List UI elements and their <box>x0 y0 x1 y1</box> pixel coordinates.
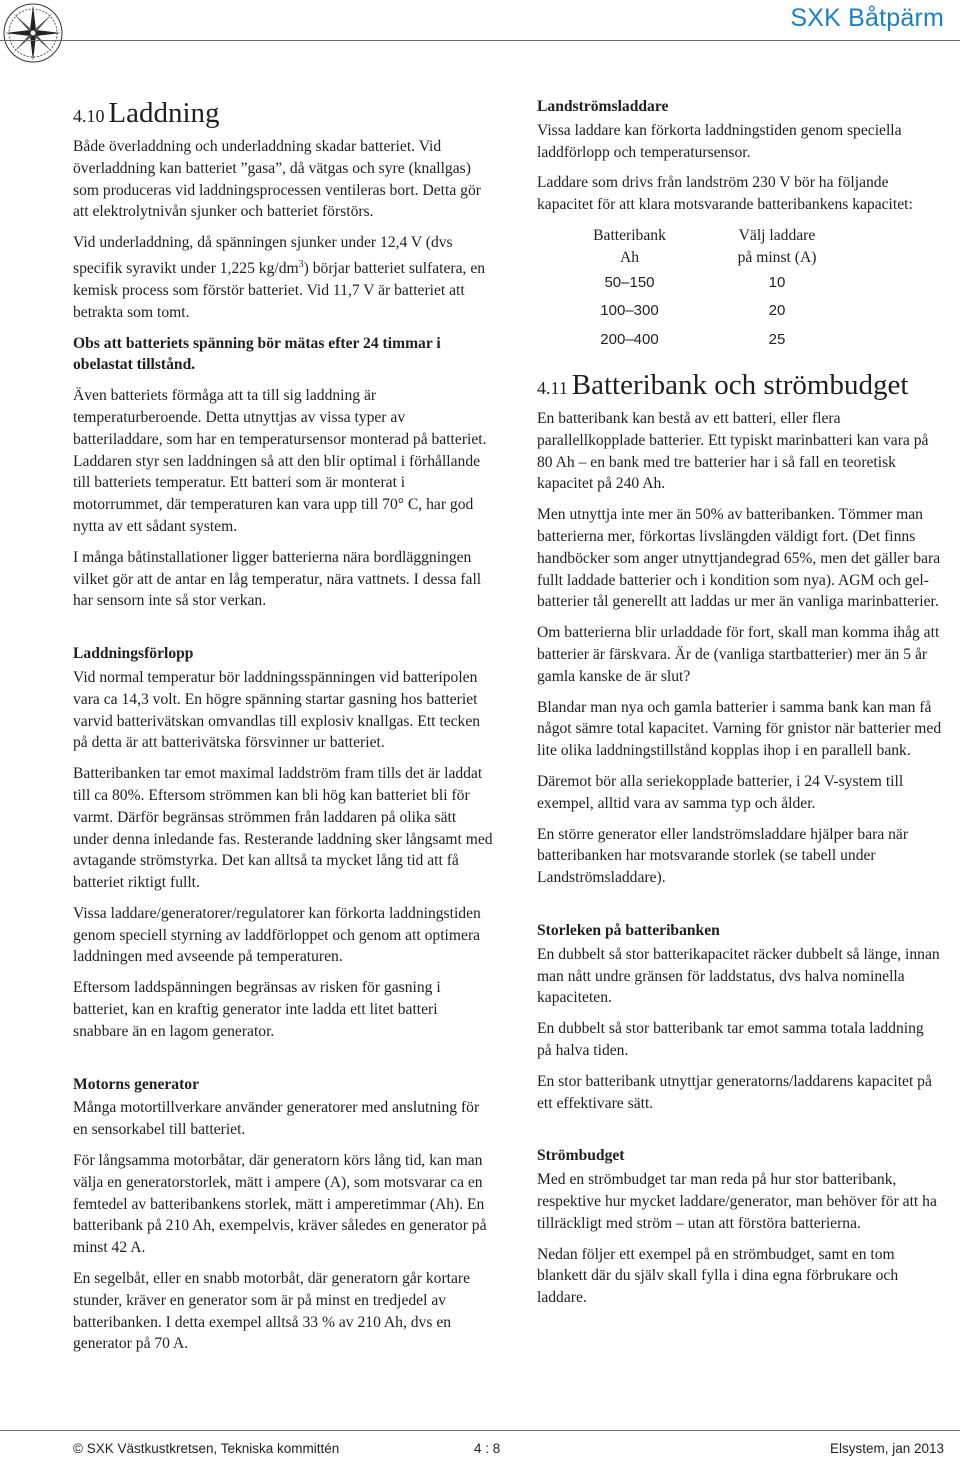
table-row <box>537 269 832 298</box>
paragraph: En dubbelt så stor batterikapacitet räcker dubbelt så länge, innan man nått undre gränsen för laddstatus, dvs halva nominella kapaciteten. <box>537 945 940 1007</box>
table-cell-charger: 10 <box>768 273 786 291</box>
footer-copyright: © SXK Västkustkretsen, Tekniska kommittén <box>73 1441 340 1456</box>
paragraph: Laddare som drivs från landström 230 V bör ha följande kapacitet för att klara motsvarande batteribankens kapacitet: <box>537 174 913 214</box>
paragraph: Nedan följer ett exempel på en strömbudget, samt en tom blankett där du själv skall fylla i dina egna förbrukare och laddare. <box>537 1245 899 1307</box>
subheading-laddningsforlopp: Laddningsförlopp <box>73 645 194 663</box>
paragraph: För långsamma motorbåtar, där generatorn körs lång tid, kan man välja en generatorstorlek, mätt i ampere (A), som motsvarar ca en femtedel av batteribankens storlek, mätt i amperetimmar (Ah). En batteribank på 210 Ah, exempelvis, kräver således en generator på minst 42 A. <box>73 1152 487 1257</box>
section-number: 4.11 <box>537 378 568 399</box>
paragraph: Vissa laddare/generatorer/regulatorer kan förkorta laddningstiden genom speciell styrning av laddförloppet och genom att optimera laddningen med avseende på temperaturen. <box>73 904 481 966</box>
paragraph: Med en strömbudget tar man reda på hur stor batteribank, respektive hur mycket laddare/generator, man behöver för att ha tillräckligt med ström – utan att förstöra batterierna. <box>537 1171 937 1232</box>
paragraph: Batteribanken tar emot maximal laddström fram tills det är laddat till ca 80%. Eftersom strömmen kan bli hög kan batteriet bli för varmt. Därför begränsas strömmen från laddaren på olika sätt under denna inledande fas. Resterande laddning sker långsamt med avtagande strömstyrka. Det kan alltså ta mycket lång tid att få batteriet riktigt fullt. <box>73 765 493 892</box>
table-cell-bank: 100–300 <box>600 302 659 320</box>
right-column <box>537 96 942 1318</box>
paragraph: En större generator eller landströmsladdare hjälper bara när batteribanken har motsvarande storlek (se tabell under Landströmsladdare). <box>537 825 909 887</box>
paragraph: Vid normal temperatur bör laddningsspänningen vid batteripolen vara ca 14,3 volt. En högre spänning startar gasning hos batteriet varvid batterivätskan omvandlas till explosiv knallgas. Ett tecken på detta är att batterivätska försvinner ur batteriet. <box>73 668 481 752</box>
underladdning-paragraph: Vid underladdning, då spänningen sjunker under 12,4 V (dvs specifik syravikt under 1,225 $kg/dm^3$) börjar batteriet sulfatera, en kemisk process som förstör batteriet. Vid 11,7 V är batteriet att betrakta som tomt. <box>73 234 486 321</box>
footer-page-number: 4 : 8 <box>474 1441 501 1456</box>
compass-rose-icon <box>2 2 64 64</box>
header-title: SXK Båtpärm <box>790 4 944 32</box>
paragraph: Blandar man nya och gamla batterier i samma bank kan man få något sämre total kapacitet. Varning för gnistor när batterier med lite olika laddningstillstånd kopplas ihop i en parallell bank. <box>537 698 942 760</box>
section-number: 4.10 <box>73 106 105 126</box>
table-row <box>537 326 832 355</box>
subheading-motorns-generator: Motorns generator <box>73 1075 200 1093</box>
paragraph: En batteribank kan bestå av ett batteri, eller flera parallellkopplade batterier. Ett typiskt marinbatteri kan vara på 80 Ah – en bank med tre batterier har i så fall en teoretisk kapacitet på 240 Ah. <box>537 410 929 493</box>
paragraph: Många motortillverkare använder generatorer med anslutning för en sensorkabel till batteriet. <box>73 1099 480 1139</box>
paragraph: Eftersom laddspänningen begränsas av risken för gasning i batteriet, kan en kraftig generator inte ladda ett litet batteri snabbare än en lagom generator. <box>73 979 441 1040</box>
paragraph: En stor batteribank utnyttjar generatorns/laddarens kapacitet på ett effektivare sätt. <box>537 1072 932 1112</box>
table-cell-bank: 50–150 <box>604 273 655 291</box>
paragraph: Däremot bör alla seriekopplade batterier, i 24 V-system till exempel, alltid vara av samma typ och ålder. <box>537 773 904 812</box>
footer-chapter-date: Elsystem, jan 2013 <box>829 1441 944 1456</box>
left-column <box>73 96 493 1364</box>
paragraph: Men utnyttja inte mer än 50% av batteribanken. Tömmer man batterierna mer, förkortas livslängden väldigt fort. (Det finns handböcker som anger utnyttjandegrad 65%, men det gäller bara fullt laddade batterier och i kondition som nya). AGM och gel-batterier tål generellt att laddas ur mer än vanliga marinbatterier. <box>537 506 941 611</box>
table-header-row <box>537 225 832 269</box>
section-heading-4-11 <box>537 368 942 407</box>
superscript: 3 <box>298 258 304 270</box>
paragraph: Om batterierna blir urladdade för fort, skall man komma ihåg att batterier är färskvara. Är de (vanliga startbatterier) mer än 5 år gamla kanske de är slut? <box>537 624 940 685</box>
paragraph: En dubbelt så stor batteribank tar emot samma totala laddning på halva tiden. <box>537 1020 924 1059</box>
paragraph: Både överladdning och underladdning skadar batteriet. Vid överladdning kan batteriet ”gasa”, då vätgas och syre (knallgas) som produceras vid laddningsprocessen ventileras bort. Detta gör att elektrolytnivån sjunker och batteriet förstörs. <box>73 138 481 221</box>
subheading-landstromsladdare: Landströmsladdare <box>537 98 669 115</box>
column-header-valj-laddare: Välj laddare på minst (A) <box>737 226 817 266</box>
paragraph: Även batteriets förmåga att ta till sig laddning är temperaturberoende. Detta utnyttjas av vissa typer av batteriladdare, som har en temperatursensor monterad på batteriet. Laddaren styr sen laddningen så att den blir optimal i förhållande till batteriets temperatur. Ett batteri som är monterat i motorrummet, där temperaturen kan vara upp till 70° C, har god nytta av ett sådant system. <box>73 387 487 535</box>
paragraph: Vissa laddare kan förkorta laddningstiden genom speciella laddförlopp och temperatursensor. <box>537 121 902 161</box>
charger-capacity-table <box>537 225 832 354</box>
table-cell-charger: 25 <box>768 330 786 348</box>
header-divider <box>0 40 960 41</box>
subheading-strombudget: Strömbudget <box>537 1147 625 1165</box>
paragraph: En segelbåt, eller en snabb motorbåt, där generatorn går kortare stunder, kräver en generator som är på minst en tredjedel av batteribanken. I detta exempel alltså 33 % av 210 Ah, dvs en generator på 70 A. <box>73 1270 471 1353</box>
footer-divider <box>0 1430 960 1431</box>
section-title: Batteribank och strömbudget <box>571 369 909 402</box>
table-cell-bank: 200–400 <box>600 330 659 348</box>
section-title: Laddning <box>108 97 220 129</box>
section-heading-4-10 <box>73 96 493 135</box>
table-cell-charger: 20 <box>768 302 786 320</box>
warning-note: Obs att batteriets spänning bör mätas efter 24 timmar i obelastat tillstånd. <box>73 334 441 374</box>
table-row <box>537 297 832 326</box>
column-header-batteribank: Batteribank Ah <box>593 226 666 266</box>
subheading-storleken: Storleken på batteribanken <box>537 922 720 940</box>
paragraph: I många båtinstallationer ligger batterierna nära bordläggningen vilket gör att de antar en låg temperatur, nära vattnets. I dessa fall har sensorn inte så stor verkan. <box>73 548 482 610</box>
